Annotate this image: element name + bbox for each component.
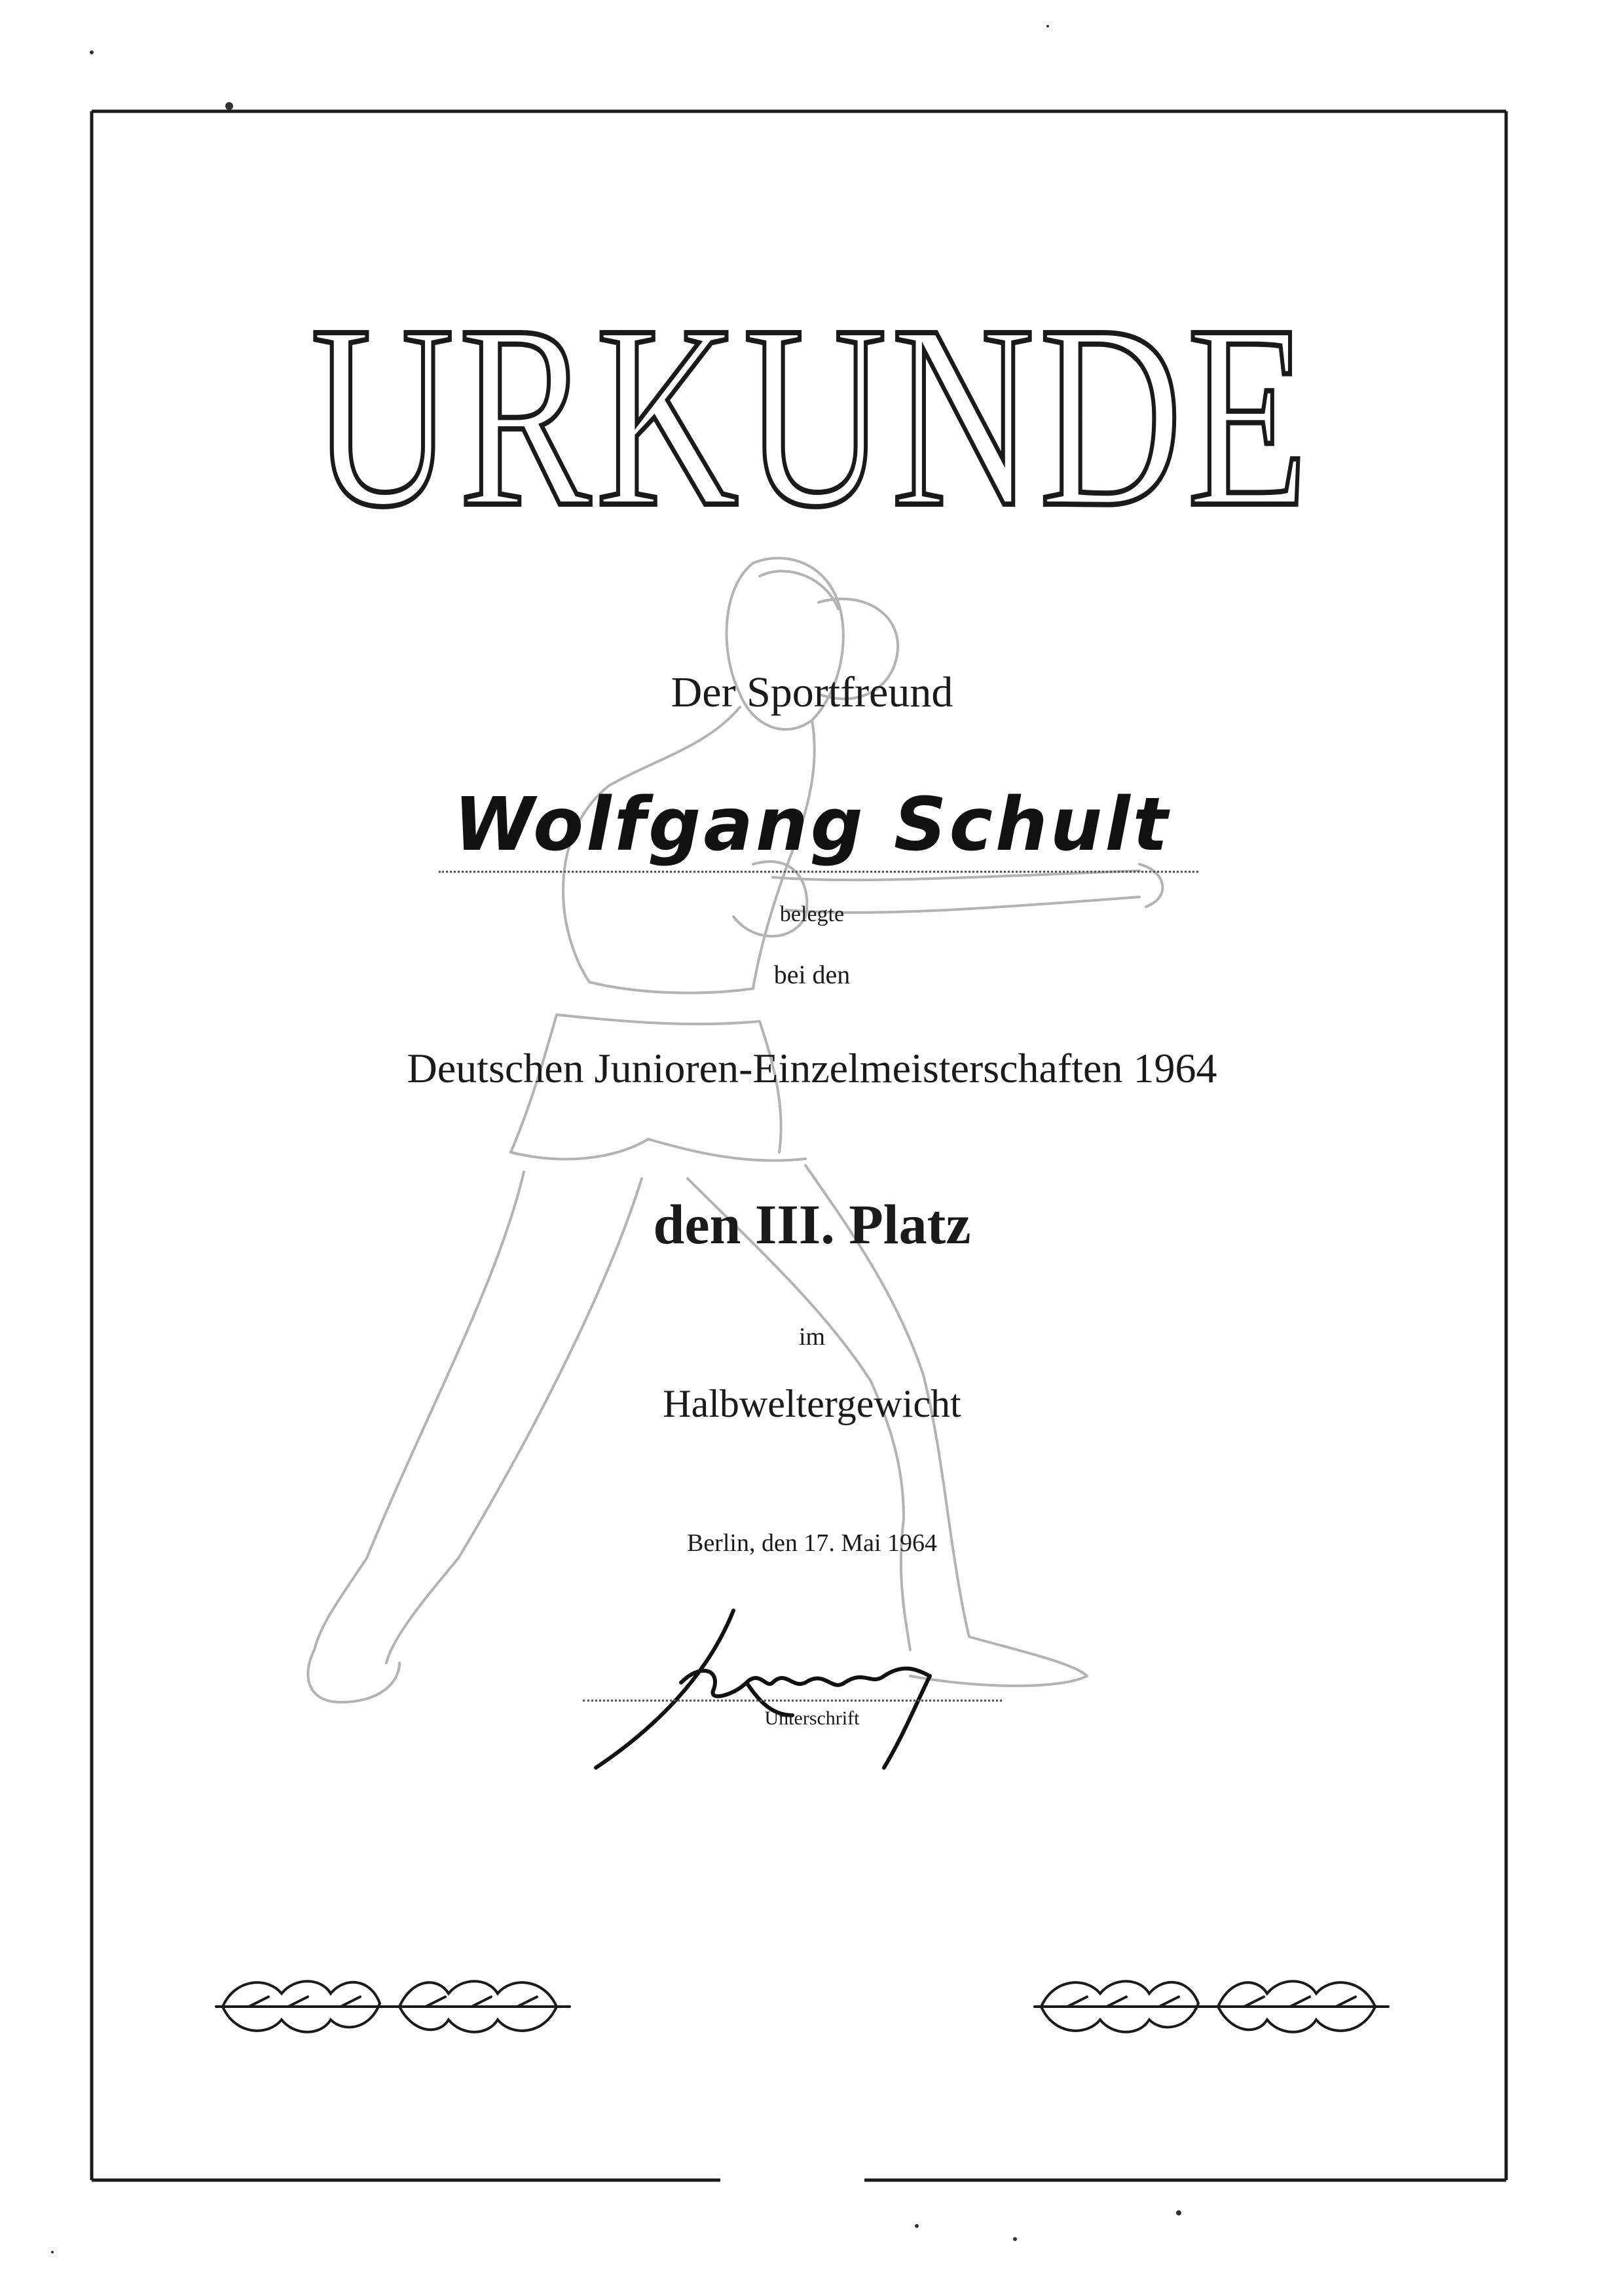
oak-leaf-ornament-right [1028,1958,1395,2056]
name-dotted-line [439,871,1198,873]
weight-class: Halbweltergewicht [663,1382,961,1425]
signature-scribble [576,1571,969,1781]
signature-caption: Unterschrift [764,1707,860,1729]
title-text: URKUNDE [311,288,1313,561]
verb-text: belegte [779,902,845,926]
event-name: Deutschen Junioren-Einzelmeisterschaften 1964 [407,1045,1217,1091]
in-word: im [798,1323,826,1351]
signature-dotted-line [583,1700,1002,1702]
recipient-name: Wolfgang Schult [453,782,1171,867]
placement-text: den III. Platz [653,1193,971,1256]
place-date: Berlin, den 17. Mai 1964 [686,1529,938,1557]
certificate-title [0,288,1624,563]
preposition-text: bei den [773,960,851,989]
oak-leaf-ornament-left [210,1958,576,2056]
greeting-text: Der Sportfreund [671,668,953,716]
